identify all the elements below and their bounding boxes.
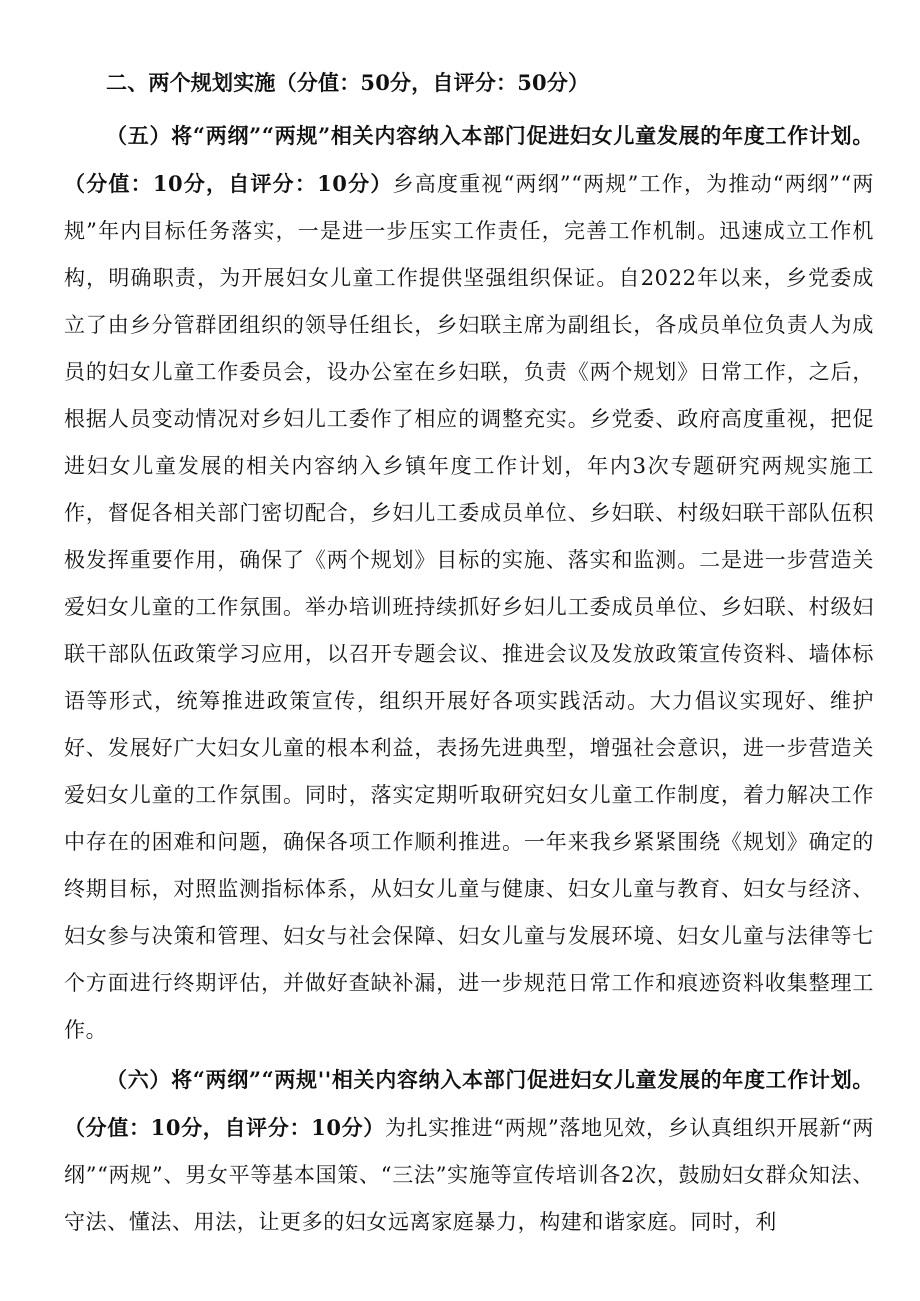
paragraph-five-body: 乡高度重视“两纲”“两规”工作，为推动“两纲”“两规”年内目标任务落实，一是进一步压实工作责任，完善工作机制。迅速成立工作机构，明确职责，为开展妇女儿童工作提供坚强组织保证。自2022年以来，乡党委成立了由乡分管群团组织的领导任组长，乡妇联主席为副组长，各成员单位负责人为成员的妇女儿童工作委员会，设办公室在乡妇联，负责《两个规划》日常工作，之后，根据人员变动情况对乡妇儿工委作了相应的调整充实。乡党委、政府高度重视，把促进妇女儿童发展的相关内容纳入乡镇年度工作计划，年内3次专题研究两规实施工作，督促各相关部门密切配合，乡妇儿工委成员单位、乡妇联、村级妇联干部队伍积极发挥重要作用，确保了《两个规划》目标的实施、落实和监测。二是进一步营造关爱妇女儿童的工作氛围。举办培训班持续抓好乡妇儿工委成员单位、乡妇联、村级妇联干部队伍政策学习应用，以召开专题会议、推进会议及发放政策宣传资料、墙体标语等形式，统筹推进政策宣传，组织开展好各项实践活动。大力倡议实现好、维护好、发展好广大妇女儿童的根本利益，表扬先进典型，增强社会意识，进一步营造关爱妇女儿童的工作氛围。同时，落实定期听取研究妇女儿童工作制度，着力解决工作中存在的困难和问题，确保各项工作顺利推进。一年来我乡紧紧围绕《规划》确定的终期目标，对照监测指标体系，从妇女儿童与健康、妇女儿童与教育、妇女与经济、妇女参与决策和管理、妇女与社会保障、妇女儿童与发展环境、妇女儿童与法律等七个方面进行终期评估，并做好查缺补漏，进一步规范日常工作和痕迹资料收集整理工作。 [64, 172, 875, 1042]
document-page [64, 62, 874, 1246]
paragraph-six-lead: （六）将“两纲”“两规''相关内容纳入本部门促进妇女儿童发展的年度工作计划。（分值：10分，自评分：10分） [64, 1067, 874, 1140]
paragraph-six-body: 为扎实推进“两规”落地见效，乡认真组织开展新“两纲”“两规”、男女平等基本国策、“三法”实施等宣传培训各2次，鼓励妇女群众知法、守法、懂法、用法，让更多的妇女远离家庭暴力，构建和谐家庭。同时，利 [64, 1116, 874, 1234]
paragraph-five [64, 112, 874, 1054]
section-heading: 二、两个规划实施（分值：50分，自评分：50分） [106, 70, 590, 95]
paragraph-five-lead: （五）将“两纲”“两规”相关内容纳入本部门促进妇女儿童发展的年度工作计划。（分值：10分，自评分：10分） [64, 123, 874, 196]
paragraph-six [64, 1056, 874, 1246]
